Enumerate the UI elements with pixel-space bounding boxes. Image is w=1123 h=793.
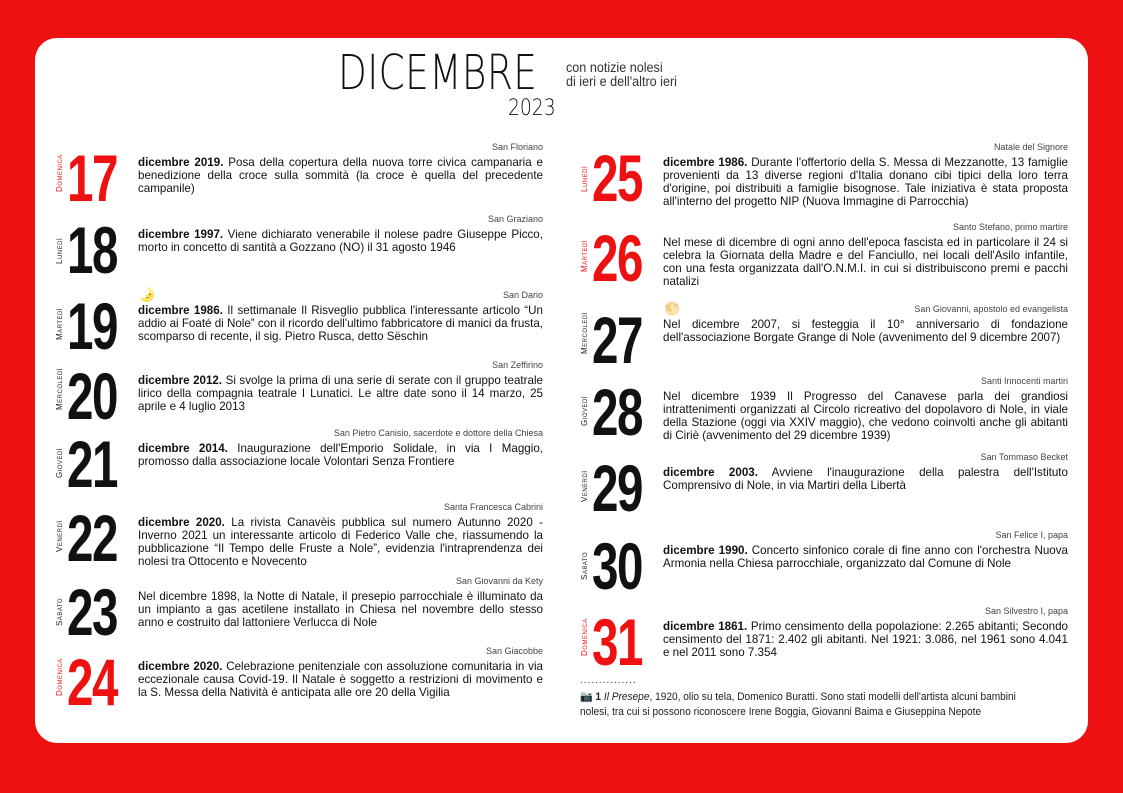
event-body: Concerto sinfonico corale di fine anno con l'orchestra Nuova Armonia nella Chiesa parrocchiale, organizzato dal Comune di Nole <box>663 544 1068 570</box>
event-text <box>138 228 543 254</box>
camera-icon: 📷 <box>580 691 593 703</box>
weekday-label: Sabato <box>55 597 64 626</box>
event-body: La rivista Canavèis pubblica sul numero Autunno 2020 - Inverno 2021 un interessante articolo di Federico Valle che, riassumendo la pubblicazione “Il Tempo delle Fruste a Nole”, evidenzia l'intraprendenza dei nolesi tra Ottocento e Novecento <box>138 516 543 568</box>
event-text <box>138 304 543 343</box>
weekday-label: Domenica <box>55 658 64 696</box>
weekday-label: Venerdì <box>55 520 64 552</box>
event-text <box>663 156 1068 208</box>
event-text <box>663 390 1068 442</box>
event-text <box>138 660 543 699</box>
subtitle-line-1: con notizie nolesi <box>566 59 663 75</box>
event-date-lead: dicembre 1997. <box>138 228 224 241</box>
weekday-label: Venerdì <box>580 470 589 502</box>
day-entry <box>55 502 543 576</box>
event-body: Durante l'offertorio della S. Messa di Mezzanotte, 13 famiglie provenienti da 13 diverse regioni d'Italia donano cibi tipici della loro terra d'origine, poi distribuiti a famiglie bisognose. Tale iniziativa è stata proposta all'interno del progetto NIP (Nuova Immagine di Parrocchia) <box>663 156 1068 208</box>
event-body: Il settimanale Il Risveglio pubblica l'interessante articolo “Un addio ai Foaté di Nole” con il ricordo dell'ultimo fabbricatore di manici da frusta, scomparso di recente, il sig. Pietro Rusca, detto Sëschin <box>138 304 543 343</box>
saint-of-day: San Floriano <box>491 142 543 152</box>
event-body: Nel dicembre 2007, si festeggia il 10° anniversario di fondazione dell'associazione Borgate Grange di Nole (avvenimento del 9 dicembre 2007) <box>663 318 1068 344</box>
saint-of-day: Santo Stefano, primo martire <box>952 222 1068 232</box>
event-text <box>138 156 543 195</box>
event-date-lead: dicembre 2020. <box>138 516 225 529</box>
day-number: 21 <box>67 427 117 501</box>
event-text <box>663 318 1068 344</box>
event-body: Primo censimento della popolazione: 2.265 abitanti; Secondo censimento del 1871: 2.402 gli abitanti. Nel 1921: 3.086, nel 1961 sono 4.041 e nel 2011 sono 7.354 <box>663 620 1068 659</box>
day-number: 24 <box>67 645 117 719</box>
event-body: Viene dichiarato venerabile il nolese padre Giuseppe Picco, morto in concetto di santità a Gozzano (NO) il 31 agosto 1946 <box>138 228 543 254</box>
event-text <box>663 544 1068 570</box>
weekday-label: Giovedì <box>55 447 64 478</box>
event-text <box>663 236 1068 288</box>
day-entry <box>580 376 1068 452</box>
saint-of-day: San Giovanni da Kety <box>455 576 543 586</box>
saint-of-day: San Graziano <box>487 214 543 224</box>
event-text <box>138 442 543 468</box>
day-entry <box>55 427 543 501</box>
day-number: 23 <box>67 575 117 649</box>
caption-dots: ............... <box>580 675 637 686</box>
caption-title: Il Presepe <box>603 691 650 703</box>
saint-of-day: San Felice I, papa <box>995 530 1068 540</box>
event-date-lead: dicembre 2019. <box>138 156 224 169</box>
caption-number: 1 <box>595 691 602 703</box>
event-text <box>138 590 543 629</box>
subtitle-line-2: di ieri e dell'altro ieri <box>566 73 677 89</box>
day-entry <box>55 645 543 719</box>
day-entry <box>580 529 1068 603</box>
month-title: DICEMBRE <box>338 45 538 101</box>
saint-of-day: San Giovanni, apostolo ed evangelista <box>914 304 1068 314</box>
day-number: 20 <box>67 359 117 433</box>
day-entry <box>55 287 543 363</box>
weekday-label: Sabato <box>580 551 589 580</box>
day-entry <box>55 213 543 287</box>
event-body: Nel mese di dicembre di ogni anno dell'epoca fascista ed in particolare il 24 si celebra la Giornata della Madre e del Fanciullo, nei locali dell'Asilo infantile, con una festa organizzata dall'O.N.M.I. in cui si distribuiscono premi e pacchi natalizi <box>663 236 1068 288</box>
day-entry <box>55 141 543 215</box>
weekday-label: Giovedì <box>580 395 589 426</box>
event-body: Avviene l'inaugurazione della palestra dell'Istituto Comprensivo di Nole, in via Martiri della Libertà <box>663 466 1068 492</box>
weekday-label: Lunedì <box>55 237 64 264</box>
saint-of-day: Natale del Signore <box>993 142 1068 152</box>
day-entry <box>580 142 1068 218</box>
day-number: 29 <box>592 451 642 525</box>
day-number: 19 <box>67 289 117 363</box>
weekday-label: Domenica <box>55 154 64 192</box>
saint-of-day: San Silvestro I, papa <box>984 606 1068 616</box>
event-text <box>663 620 1068 659</box>
caption-text: , 1920, olio su tela, Domenico Buratti. Sono stati modelli dell'artista alcuni bambini nolesi, tra cui si possono riconoscere Irene Boggia, Giovanni Baima e Giuseppina Nepote <box>580 691 1016 718</box>
saint-of-day: San Pietro Canisio, sacerdote e dottore della Chiesa <box>333 428 543 438</box>
moon-phase-icon: 🌕 <box>664 301 681 316</box>
event-date-lead: dicembre 2014. <box>138 442 228 455</box>
weekday-label: Mercoledì <box>55 368 64 410</box>
event-date-lead: dicembre 2003. <box>663 466 758 479</box>
day-number: 27 <box>592 303 642 377</box>
day-number: 28 <box>592 375 642 449</box>
event-date-lead: dicembre 1986. <box>138 304 223 317</box>
weekday-label: Martedì <box>55 307 64 340</box>
day-number: 22 <box>67 501 117 575</box>
day-number: 26 <box>592 221 642 295</box>
event-text <box>138 516 543 568</box>
saint-of-day: Santa Francesca Cabrini <box>443 502 543 512</box>
saint-of-day: San Dario <box>502 290 543 300</box>
event-body: Inaugurazione dell'Emporio Solidale, in via I Maggio, promosso dalla associazione locale Volontari Senza Frontiere <box>138 442 543 468</box>
day-number: 30 <box>592 529 642 603</box>
event-date-lead: dicembre 1861. <box>663 620 748 633</box>
day-entry <box>55 575 543 649</box>
day-number: 17 <box>67 141 117 215</box>
event-date-lead: dicembre 1990. <box>663 544 748 557</box>
event-body: Nel dicembre 1898, la Notte di Natale, il presepio parrocchiale è illuminato da un impianto a gas acetilene installato in Chiesa nel novembre dello stesso anno e costruito dal lattoniere Verlucca di Nole <box>138 590 543 629</box>
saint-of-day: San Tommaso Becket <box>980 452 1068 462</box>
saint-of-day: Santi Innocenti martiri <box>980 376 1068 386</box>
day-number: 31 <box>592 605 642 679</box>
event-date-lead: dicembre 2020. <box>138 660 223 673</box>
day-number: 18 <box>67 213 117 287</box>
moon-phase-icon: 🌛 <box>139 287 156 302</box>
event-body: Posa della copertura della nuova torre civica campanaria e benedizione della croce sulla sommità (la croce è quella del precedente campanile) <box>138 156 543 195</box>
event-date-lead: dicembre 2012. <box>138 374 223 387</box>
subtitle <box>566 60 677 88</box>
year: 2023 <box>508 96 556 121</box>
weekday-label: Mercoledì <box>580 312 589 354</box>
saint-of-day: San Giacobbe <box>485 646 543 656</box>
event-text <box>663 466 1068 492</box>
day-number: 25 <box>592 141 642 215</box>
day-entry <box>580 301 1068 377</box>
photo-caption <box>580 690 1040 720</box>
event-body: Si svolge la prima di una serie di serate con il gruppo teatrale lirico della compagnia teatrale I Lunatici. Le altre date sono il 14 marzo, 25 aprile e 4 luglio 2013 <box>138 374 543 413</box>
event-text <box>138 374 543 413</box>
event-date-lead: dicembre 1986. <box>663 156 748 169</box>
weekday-label: Martedì <box>580 239 589 272</box>
weekday-label: Lunedì <box>580 165 589 192</box>
event-body: Nel dicembre 1939 Il Progresso del Canavese parla dei grandiosi intrattenimenti organizzati al Circolo ricreativo del dopolavoro di Nole, in viale della Stazione (oggi via XXIV maggio), che vedono coinvolti anche gli abitanti di Ciriè (avvenimento del 29 dicembre 1939) <box>663 390 1068 442</box>
day-entry <box>580 222 1068 294</box>
event-body: Celebrazione penitenziale con assoluzione comunitaria in via eccezionale causa Covid-19. Il Natale è soggetto a restrizioni di movimento e la S. Messa della Natività è anticipata alle ore 20 della Vigilia <box>138 660 543 699</box>
day-entry <box>580 605 1068 679</box>
saint-of-day: San Zeffirino <box>492 360 543 370</box>
weekday-label: Domenica <box>580 618 589 656</box>
day-entry <box>580 452 1068 526</box>
